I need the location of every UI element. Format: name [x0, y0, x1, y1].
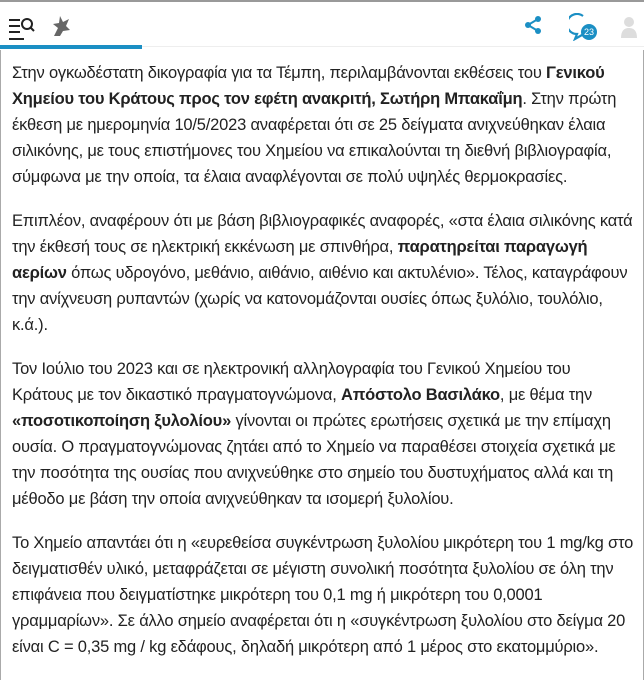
- article-paragraph: [12, 356, 634, 512]
- bold-text: «ποσοτικοποίηση ξυλολίου»: [12, 412, 232, 430]
- comment-count-badge[interactable]: 23: [581, 24, 597, 40]
- article-body: [12, 60, 634, 678]
- user-avatar-icon[interactable]: [620, 16, 638, 38]
- article-paragraph: [12, 208, 634, 338]
- top-bar: [0, 2, 644, 47]
- text: Τον Ιούλιο του 2023 και σε ηλεκτρονική αλληλογραφία του Γενικού Χημείου του Κράτους με τον δικαστικό πραγματογνώμονα,: [12, 360, 571, 404]
- bold-text: παρατηρείται παραγωγή αερίων: [12, 238, 588, 282]
- share-icon[interactable]: [523, 15, 543, 35]
- reading-progress-bar: [0, 45, 142, 49]
- logo-icon[interactable]: [50, 14, 72, 38]
- menu-search-icon[interactable]: [8, 14, 36, 40]
- text: , με θέμα την: [499, 386, 593, 404]
- text: Επιπλέον, αναφέρουν ότι με βάση βιβλιογραφικές αναφορές, «στα έλαια σιλικόνης κατά την έκθεσή τους σε ηλεκτρική εκκένωση με σπινθήρα,: [12, 212, 633, 256]
- text: γίνονται οι πρώτες ερωτήσεις σχετικά με την επίμαχη ουσία. Ο πραγματογνώμονας ζητάει από το Χημείο να παραθέσει στοιχεία σχετικά με την ποσότητα της ουσίας που ανιχνεύθηκε στο σημείο του δυστυχήματος αλλά και τη μέθοδο με βάση την οποία ανιχνεύθηκαν τα ισομερή ξυλολίου.: [12, 412, 616, 508]
- article-paragraph: [12, 530, 634, 660]
- text: Το Χημείο απαντάει ότι η «ευρεθείσα συγκέντρωση ξυλολίου μικρότερη του 1 mg/kg στο δειγματισθέν υλικό, μεταφράζεται σε μέγιστη συνολική ποσότητα ξυλολίου σε όλη την επιφάνεια που δειγματίστηκε μικρότερη του 0,1 mg ή μικρότερη του 0,0001 γραμμαρίων». Σε άλλο σημείο αναφέρεται ότι η «συγκέντρωση ξυλολίου στο δείγμα 20 είναι C = 0,35 mg / kg εδάφους, δηλαδή μικρότερη από 1 μέρος στο εκατομμύριο».: [12, 534, 634, 656]
- left-border: [0, 50, 1, 680]
- bold-text: Απόστολο Βασιλάκο: [341, 386, 500, 404]
- article-paragraph: [12, 60, 634, 190]
- text: Στην ογκωδέστατη δικογραφία για τα Τέμπη, περιλαμβάνονται εκθέσεις του: [12, 64, 547, 82]
- text: όπως υδρογόνο, μεθάνιο, αιθάνιο, αιθένιο και ακτυλένιο». Τέλος, καταγράφουν την ανίχνευση ρυπαντών (χωρίς να κατονομάζονται ουσίες όπως ξυλόλιο, τουλόλιο, κ.ά.).: [12, 264, 628, 334]
- bold-text: Γενικού Χημείου του Κράτους προς τον εφέτη ανακριτή, Σωτήρη Μπακαΐμη: [12, 64, 605, 108]
- text: . Στην πρώτη έκθεση με ημερομηνία 10/5/2023 αναφέρεται ότι σε 25 δείγματα ανιχνεύθηκαν έλαια σιλικόνης, με τους επιστήμονες του Χημείου να επικαλούνται τη διεθνή βιβλιογραφία, σύμφωνα με την οποία, τα έλαια αναφλέγονται σε πολύ υψηλές θερμοκρασίες.: [12, 90, 617, 186]
